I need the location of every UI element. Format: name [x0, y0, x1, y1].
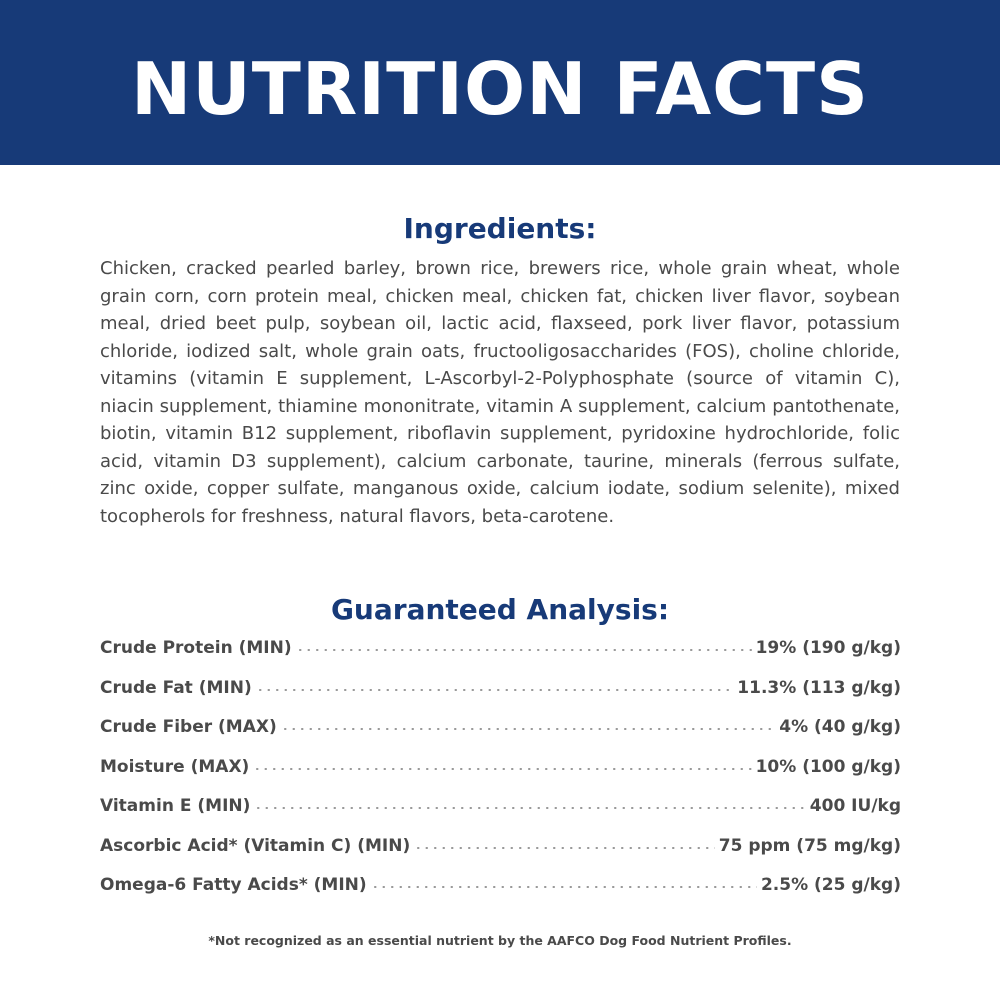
dot-leader: [254, 807, 805, 809]
analysis-row-omega-6: [100, 875, 901, 915]
page-title: NUTRITION FACTS: [131, 47, 869, 131]
analysis-value: 4% (40 g/kg): [779, 717, 901, 737]
analysis-label: Crude Protein (MIN): [100, 638, 292, 658]
ingredients-heading: Ingredients:: [403, 212, 597, 245]
dot-leader: [253, 768, 751, 770]
analysis-label: Ascorbic Acid* (Vitamin C) (MIN): [100, 835, 411, 856]
dot-leader: [256, 689, 734, 691]
analysis-value: 10% (100 g/kg): [755, 756, 901, 777]
analysis-value: 400 IU/kg: [809, 796, 901, 816]
analysis-label: Vitamin E (MIN): [100, 796, 251, 816]
guaranteed-analysis-heading: Guaranteed Analysis:: [330, 593, 670, 626]
analysis-row-vitamin-e: [100, 796, 901, 836]
guaranteed-analysis-table: [100, 638, 901, 915]
analysis-row-crude-fat: [100, 678, 901, 718]
analysis-row-ascorbic-acid: [100, 836, 901, 876]
analysis-value: 2.5% (25 g/kg): [760, 875, 901, 895]
dot-leader: [296, 649, 752, 651]
ingredients-text: Chicken, cracked pearled barley, brown rice, brewers rice, whole grain wheat, whole grain corn, corn protein meal, chicken meal, chicken fat, chicken liver flavor, soybean meal, dried beet pulp, soybean oil, lactic acid, flaxseed, pork liver flavor, potassium chloride, iodized salt, whole grain oats, fructooligosaccharides (FOS), choline chloride, vitamins (vitamin E supplement, L-Ascorbyl-2-Polyphosphate (source of vitamin C), niacin supplement, thiamine mononitrate, vitamin A supplement, calcium pantothenate, biotin, vitamin B12 supplement, riboflavin supplement, pyridoxine hydrochloride, folic acid, vitamin D3 supplement), calcium carbonate, taurine, minerals (ferrous sulfate, zinc oxide, copper sulfate, manganous oxide, calcium iodate, sodium selenite), mixed tocopherols for freshness, natural flavors, beta-carotene.: [100, 258, 900, 527]
analysis-label: Crude Fat (MIN): [100, 677, 252, 698]
analysis-row-crude-fiber: [100, 717, 901, 757]
analysis-value: 75 ppm (75 mg/kg): [718, 835, 901, 856]
analysis-label: Crude Fiber (MAX): [100, 717, 277, 737]
dot-leader: [281, 728, 776, 730]
analysis-label: Moisture (MAX): [100, 756, 250, 777]
analysis-label: Omega-6 Fatty Acids* (MIN): [100, 875, 367, 895]
dot-leader: [371, 886, 757, 888]
dot-leader: [414, 847, 715, 849]
analysis-value: 11.3% (113 g/kg): [737, 677, 901, 698]
analysis-row-crude-protein: [100, 638, 901, 678]
analysis-value: 19% (190 g/kg): [755, 638, 901, 658]
analysis-row-moisture: [100, 757, 901, 797]
footnote: *Not recognized as an essential nutrient by the AAFCO Dog Food Nutrient Profiles.: [208, 933, 792, 948]
